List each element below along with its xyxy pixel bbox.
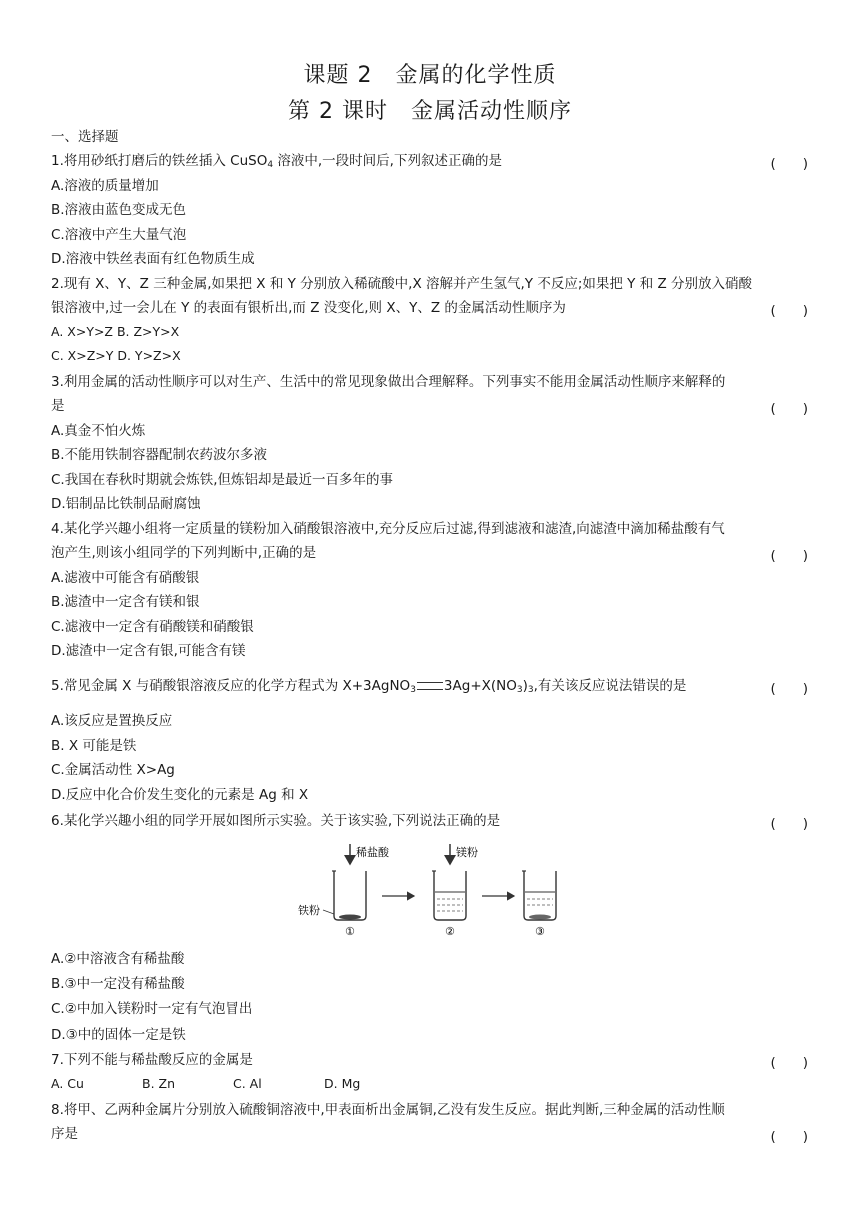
beaker-2: [432, 871, 466, 920]
question-7-stem: 7.下列不能与稀盐酸反应的金属是: [51, 1052, 253, 1068]
acid-label: 稀盐酸: [356, 846, 389, 859]
answer-blank-3: ( ): [770, 401, 808, 417]
q4-option-d: D.滤渣中一定含有银,可能含有镁: [51, 643, 246, 659]
q4-option-b: B.滤渣中一定含有镁和银: [51, 594, 200, 610]
question-4-line1: 4.某化学兴趣小组将一定质量的镁粉加入硝酸银溶液中,充分反应后过滤,得到滤液和滤渣,向滤渣中滴加稀盐酸有气: [51, 521, 725, 537]
lesson-subtitle: 第 2 课时 金属活动性顺序: [288, 99, 572, 124]
q6-option-d: D.③中的固体一定是铁: [51, 1027, 186, 1043]
iron-powder-label: 铁粉: [298, 904, 320, 917]
q3-option-d: D.铝制品比铁制品耐腐蚀: [51, 496, 201, 512]
q5-option-a: A.该反应是置换反应: [51, 713, 173, 729]
question-3-line2: 是: [51, 398, 65, 414]
q3-option-c: C.我国在春秋时期就会炼铁,但炼铝却是最近一百多年的事: [51, 472, 394, 488]
residue-solid-icon: [529, 915, 551, 920]
question-4-line2: 泡产生,则该小组同学的下列判断中,正确的是: [51, 545, 317, 561]
q1-option-c: C.溶液中产生大量气泡: [51, 227, 187, 243]
question-2-line1: 2.现有 X、Y、Z 三种金属,如果把 X 和 Y 分别放入稀硫酸中,X 溶解并产生氢气,Y 不反应;如果把 Y 和 Z 分别放入硝酸: [51, 276, 753, 292]
equals-sign-icon: [417, 682, 443, 690]
answer-blank-1: ( ): [770, 156, 808, 172]
beaker-diagram: [290, 838, 580, 938]
q7-option-a: A. Cu: [51, 1076, 84, 1091]
q3-option-a: A.真金不怕火炼: [51, 423, 146, 439]
beaker-3-number: ③: [535, 925, 545, 938]
question-8-line2: 序是: [51, 1126, 78, 1142]
q2-options-row1: A. X>Y>Z B. Z>Y>X: [51, 324, 180, 339]
answer-blank-8: ( ): [770, 1129, 808, 1145]
q6-option-c: C.②中加入镁粉时一定有气泡冒出: [51, 1001, 253, 1017]
q1-option-a: A.溶液的质量增加: [51, 178, 159, 194]
q4-option-a: A.滤液中可能含有硝酸银: [51, 570, 200, 586]
question-8-line1: 8.将甲、乙两种金属片分别放入硫酸铜溶液中,甲表面析出金属铜,乙没有发生反应。据此判断,三种金属的活动性顺: [51, 1102, 725, 1118]
beaker-3: [522, 871, 556, 920]
q2-options-row2: C. X>Z>Y D. Y>Z>X: [51, 348, 181, 363]
q7-option-c: C. Al: [233, 1076, 262, 1091]
mg-label: 镁粉: [456, 846, 478, 859]
q5-option-b: B. X 可能是铁: [51, 738, 137, 754]
experiment-figure: [290, 838, 580, 938]
question-2-line2: 银溶液中,过一会儿在 Y 的表面有银析出,而 Z 没变化,则 X、Y、Z 的金属活动性顺序为: [51, 300, 566, 316]
answer-blank-2: ( ): [770, 303, 808, 319]
question-1-stem: 1.将用砂纸打磨后的铁丝插入 CuSO$_4$ 溶液中,一段时间后,下列叙述正确的是: [51, 153, 502, 170]
beaker-2-number: ②: [445, 925, 455, 938]
iron-powder-icon: [339, 915, 361, 920]
question-5-stem: 5.常见金属 X 与硝酸银溶液反应的化学方程式为 X+3AgNO$_3$ $3Ag+X(NO_3)_3$,有关该反应说法错误的是: [51, 678, 687, 695]
q5-option-d: D.反应中化合价发生变化的元素是 Ag 和 X: [51, 787, 309, 803]
q7-option-d: D. Mg: [324, 1076, 361, 1091]
answer-blank-4: ( ): [770, 548, 808, 564]
answer-blank-7: ( ): [770, 1055, 808, 1071]
q1-option-b: B.溶液由蓝色变成无色: [51, 202, 187, 218]
answer-blank-6: ( ): [770, 816, 808, 832]
q1-option-d: D.溶液中铁丝表面有红色物质生成: [51, 251, 255, 267]
beaker-1: [332, 871, 366, 920]
q7-option-b: B. Zn: [142, 1076, 176, 1091]
q5-option-c: C.金属活动性 X>Ag: [51, 762, 175, 778]
question-3-line1: 3.利用金属的活动性顺序可以对生产、生活中的常见现象做出合理解释。下列事实不能用金属活动性顺序来解释的: [51, 374, 726, 390]
question-6-stem: 6.某化学兴趣小组的同学开展如图所示实验。关于该实验,下列说法正确的是: [51, 813, 501, 829]
beaker-1-number: ①: [345, 925, 355, 938]
q6-option-b: B.③中一定没有稀盐酸: [51, 976, 185, 992]
q6-option-a: A.②中溶液含有稀盐酸: [51, 951, 185, 967]
q3-option-b: B.不能用铁制容器配制农药波尔多液: [51, 447, 268, 463]
section-heading: 一、选择题: [51, 129, 119, 145]
q4-option-c: C.滤液中一定含有硝酸镁和硝酸银: [51, 619, 254, 635]
lesson-title: 课题 2 金属的化学性质: [303, 63, 557, 88]
answer-blank-5: ( ): [770, 681, 808, 697]
